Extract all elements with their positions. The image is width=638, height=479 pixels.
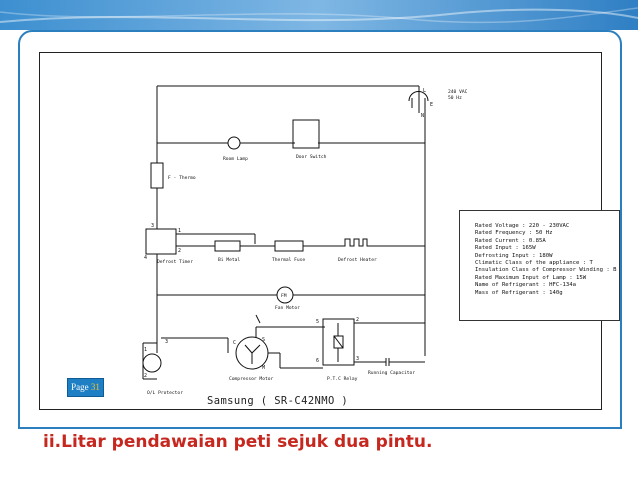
slide-caption: ii.Litar pendawaian peti sejuk dua pintu.	[43, 432, 433, 452]
terminal-number: 1	[144, 347, 148, 353]
terminal-number: 2	[144, 373, 148, 379]
spec-line: Rated Input : 165W	[475, 245, 536, 252]
spec-line: Mass of Refrigerant : 140g	[475, 289, 563, 296]
spec-line: Climatic Class of the appliance : T	[475, 260, 593, 267]
model-name: Samsung ( SR-C42NMO )	[207, 395, 349, 407]
wiring-diagram	[39, 52, 617, 410]
room-lamp-label: Room Lamp	[223, 157, 248, 162]
specification-box	[459, 210, 620, 321]
decorative-top-band	[0, 0, 638, 30]
terminal-number: 3	[151, 223, 155, 229]
terminal-number: 4	[144, 255, 148, 261]
page-badge-label: Page	[71, 382, 89, 392]
terminal-number: 3	[356, 356, 360, 362]
terminal-m: M	[262, 365, 266, 371]
bi-metal-label: Bi Metal	[218, 258, 241, 263]
terminal-c: C	[233, 340, 237, 346]
spec-line: Insulation Class of Compressor Winding : B	[475, 267, 617, 274]
terminal-s: S	[262, 337, 266, 343]
power-e: E	[430, 102, 434, 108]
door-switch-label: Door Switch	[296, 155, 327, 160]
page-badge-number: 31	[90, 382, 100, 392]
slide-frame	[18, 30, 622, 429]
spec-line: Name of Refrigerant : HFC-134a	[475, 282, 577, 289]
power-l: L	[423, 88, 427, 94]
ol-protector-label: O/L Protector	[147, 391, 183, 396]
fm-symbol: FM	[281, 294, 287, 299]
page-badge	[67, 378, 104, 397]
compressor-motor-label: Compressor Motor	[229, 377, 274, 382]
terminal-number: 2	[178, 248, 182, 254]
spec-line: Defrosting Input : 180W	[475, 252, 553, 259]
terminal-number: 5	[316, 319, 320, 325]
room-lamp-symbol	[228, 137, 240, 149]
fan-motor-label: Fan Motor	[275, 306, 300, 311]
thermal-fuse-label: Thermal Fuse	[272, 258, 306, 263]
running-capacitor-label: Running Capacitor	[368, 371, 416, 376]
spec-line: Rated Current : 0.85A	[475, 237, 546, 244]
terminal-number: 1	[178, 228, 182, 234]
terminal-number: 2	[356, 317, 360, 323]
spec-line: Rated Frequency : 50 Hz	[475, 230, 553, 237]
power-voltage: 240 VAC	[448, 90, 468, 95]
spec-line: Rated Maximum Input of Lamp : 15W	[475, 274, 587, 281]
terminal-number: 3	[165, 339, 169, 345]
spec-list	[475, 223, 616, 297]
f-thermo-label: F - Thermo	[168, 176, 196, 181]
power-frequency: 50 Hz	[448, 96, 462, 101]
defrost-timer-label: Defrost Timer	[157, 260, 193, 265]
spec-line: Rated Voltage : 220 - 230VAC	[475, 223, 570, 229]
ptc-relay-label: P.T.C Relay	[327, 377, 358, 382]
terminal-number: 6	[316, 358, 320, 364]
defrost-heater-label: Defrost Heater	[338, 258, 377, 263]
power-n: N	[421, 113, 425, 119]
